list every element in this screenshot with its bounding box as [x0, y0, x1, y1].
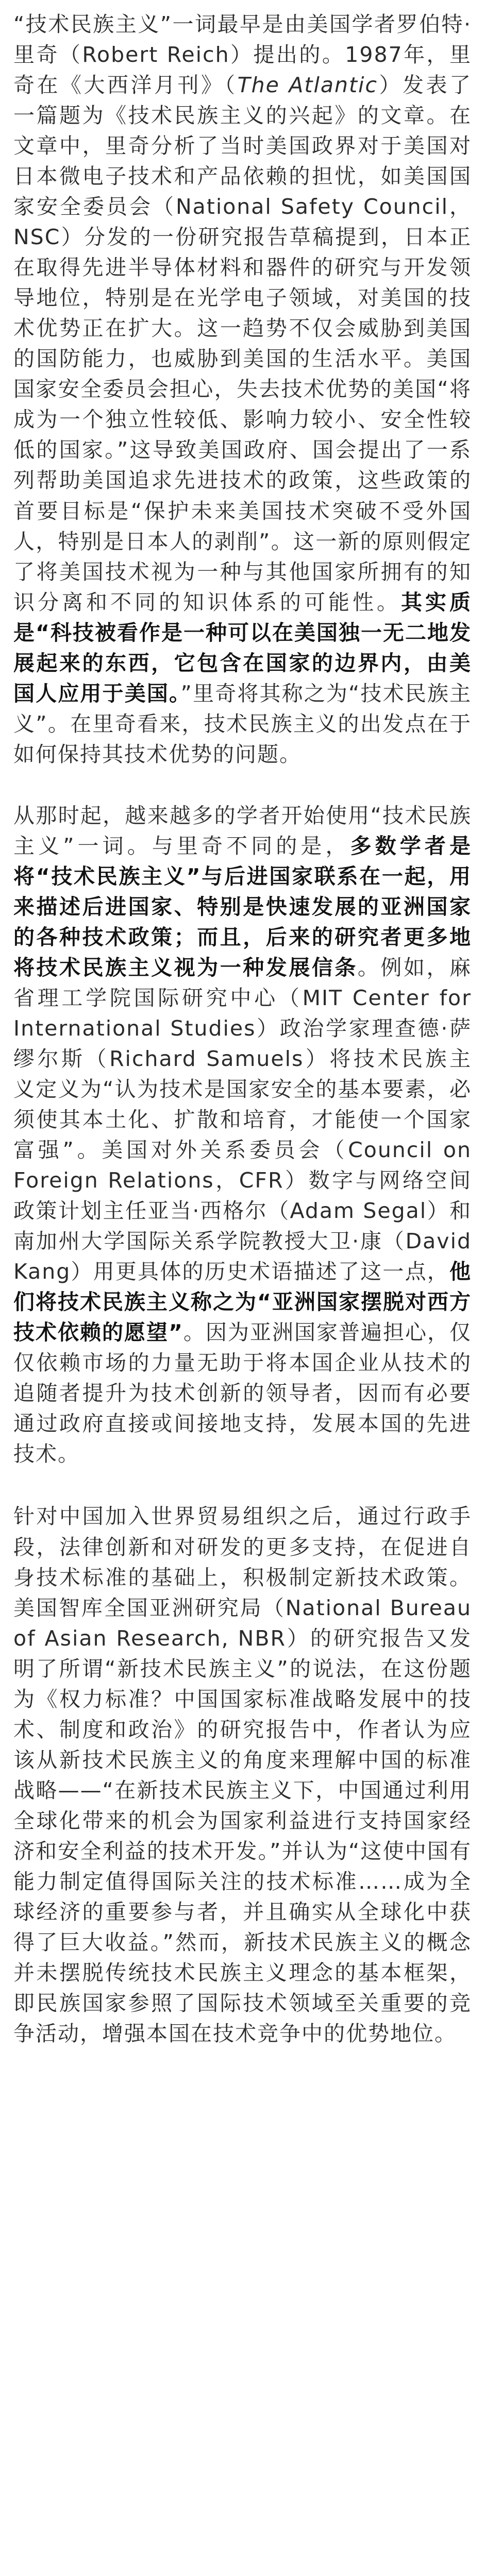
bold-emphasis: 他们将技术民族主义称之为“亚洲国家摆脱对西方技术依赖的愿望”	[13, 1259, 472, 1345]
paragraph-3-text: 针对中国加入世界贸易组织之后，通过行政手段，法律创新和对研发的更多支持，在促进自身技术标准的基础上，积极制定新技术政策。美国智库全国亚洲研究局（National Bureau of Asian Research, NBR）的研究报告又发明了所谓“新技术民族主义”的说法，在这份题为《权力标准？中国国家标准战略发展中的技术、制度和政治》的研究报告中，作者认为应该从新技术民族主义的角度来理解中国的标准战略——“在新技术民族主义下，中国通过利用全球化带来的机会为国家利益进行支持国家经济和安全利益的技术开发。”并认为“这使中国有能力制定值得国际关注的技术标准……成为全球经济的重要参与者，并且确实从全球化中获得了巨大收益。”然而，新技术民族主义的概念并未摆脱传统技术民族主义理念的基本框架，即民族国家参照了国际技术领域至关重要的竞争活动，增强本国在技术竞争中的优势地位。	[13, 1504, 472, 2046]
paragraph-1	[13, 9, 472, 770]
paragraph-1-text: ）发表了一篇题为《技术民族主义的兴起》的文章。在文章中，里奇分析了当时美国政界对于美国对日本微电子技术和产品依赖的担忧，如美国国家安全委员会（National Safety Council，NSC）分发的一份研究报告草稿提到，日本正在取得先进半导体材料和器件的研究与开发领导地位，特别是在光学电子领域，对美国的技术优势正在扩大。这一趋势不仅会威胁到美国的国防能力，也威胁到美国的生活水平。美国国家安全委员会担心，失去技术优势的美国“将成为一个独立性较低、影响力较小、安全性较低的国家。”这导致美国政府、国会提出了一系列帮助美国追求先进技术的政策，这些政策的首要目标是“保护未来美国技术突破不受外国人，特别是日本人的剥削”。这一新的原则假定了将美国技术视为一种与其他国家所拥有的知识分离和不同的知识体系的可能性。	[13, 73, 472, 615]
bold-emphasis: 其实质是“科技被看作是一种可以在美国独一无二地发展起来的东西，它包含在国家的边界内，由美国人应用于美国。	[13, 589, 472, 706]
paragraph-2-text: 从那时起，越来越多的学者开始使用“技术民族主义”一词。与里奇不同的是，	[13, 803, 472, 858]
paragraph-2-text: 。例如，麻省理工学院国际研究中心（MIT Center for International Studies）政治学家理查德·萨缪尔斯（Richard Samuels）将技术民族主义定义为“认为技术是国家安全的基本要素，必须使其本土化、扩散和培育，才能使一个国家富强”。美国对外关系委员会（Council on Foreign Relations，CFR）数字与网络空间政策计划主任亚当·西格尔（Adam Segal）和南加州大学国际关系学院教授大卫·康（David Kang）用更具体的历史术语描述了这一点，	[13, 955, 472, 1284]
paragraph-spacer	[13, 770, 472, 801]
paragraph-2	[13, 801, 472, 1470]
paragraph-3	[13, 1501, 472, 2049]
paragraph-spacer	[13, 1469, 472, 1501]
paragraph-2-text: 。因为亚洲国家普遍担心，仅仅依赖市场的力量无助于将本国企业从技术的追随者提升为技术创新的领导者，因而有必要通过政府直接或间接地支持，发展本国的先进技术。	[13, 1320, 472, 1467]
magazine-title-italic: The Atlantic	[237, 73, 378, 98]
paragraph-1-text: “技术民族主义”一词最早是由美国学者罗伯特·里奇（Robert Reich）提出的。1987年，里奇在《大西洋月刊》（	[13, 12, 472, 98]
bold-emphasis: 多数学者是将“技术民族主义”与后进国家联系在一起，用来描述后进国家、特别是快速发展的亚洲国家的各种技术政策；而且，后来的研究者更多地将技术民族主义视为一种发展信条	[13, 833, 472, 980]
paragraph-1-text: ”里奇将其称之为“技术民族主义”。在里奇看来，技术民族主义的出发点在于如何保持其技术优势的问题。	[13, 681, 472, 767]
